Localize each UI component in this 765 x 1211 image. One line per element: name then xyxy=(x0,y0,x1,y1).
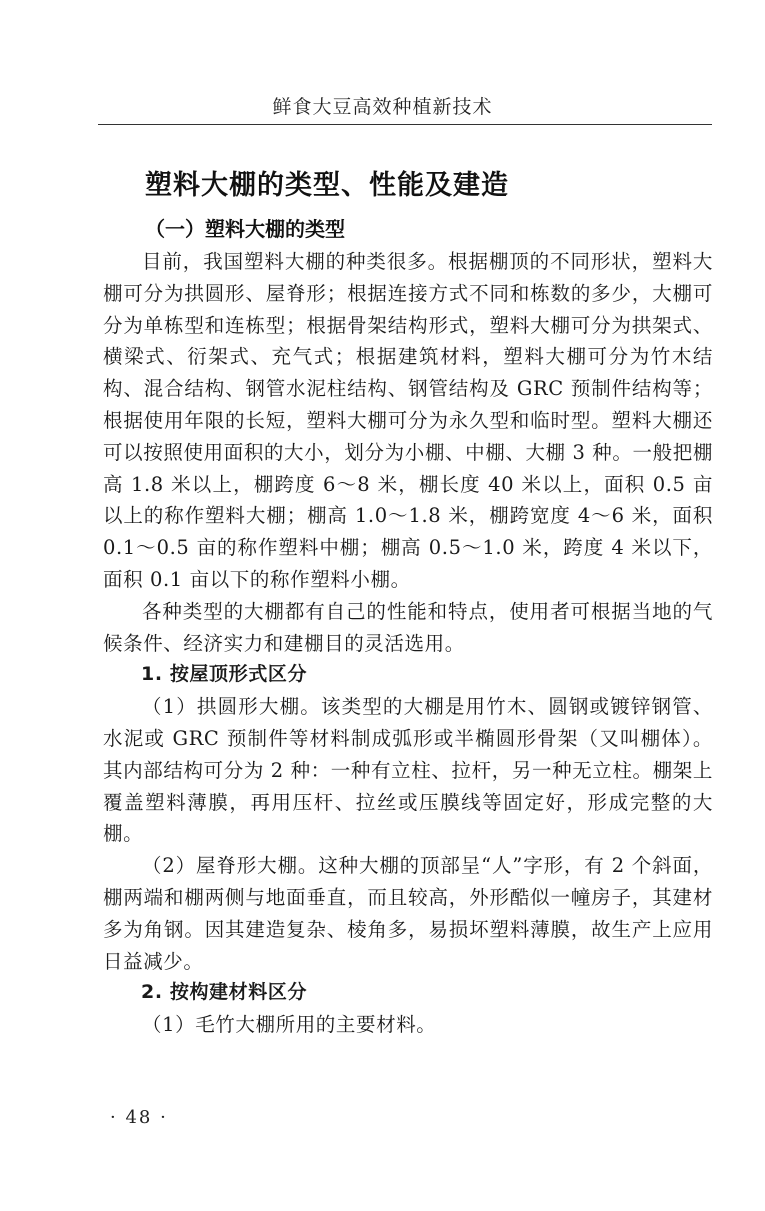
page-number: · 48 · xyxy=(110,1107,168,1128)
section-title: 塑料大棚的类型、性能及建造 xyxy=(145,170,509,201)
paragraph-bamboo-greenhouse: （1）毛竹大棚所用的主要材料。 xyxy=(142,1013,437,1037)
paragraph-greenhouse-types: 目前，我国塑料大棚的种类很多。根据棚顶的不同形状，塑料大棚可分为拱圆形、屋脊形；根据连接方式不同和栋数的多少，大棚可分为单栋型和连栋型；根据骨架结构形式，塑料大棚可分为拱架式、横梁式、衍架式、充气式；根据建筑材料，塑料大棚可分为竹木结构、混合结构、钢管水泥柱结构、钢管结构及 GRC 预制件结构等；根据使用年限的长短，塑料大棚可分为永久型和临时型。塑料大棚还可以按照使用面积的大小，划分为小棚、中棚、大棚 3 种。一般把棚高 1.8 米以上，棚跨度 6～8 米，棚长度 40 米以上，面积 0.5 亩以上的称作塑料大棚；棚高 1.0～1.8 米，棚跨宽度 4～6 米，面积 0.1～0.5 亩的称作塑料中棚；棚高 0.5～1.0 米，跨度 4 米以下，面积 0.1 亩以下的称作塑料小棚。 xyxy=(103,250,713,591)
paragraph-selection: 各种类型的大棚都有自己的性能和特点，使用者可根据当地的气候条件、经济实力和建棚目的灵活选用。 xyxy=(103,599,713,655)
header-rule xyxy=(98,124,712,125)
paragraph-ridge-greenhouse: （2）屋脊形大棚。这种大棚的顶部呈“人”字形，有 2 个斜面，棚两端和棚两侧与地面垂直，而且较高，外形酷似一幢房子，其建材多为角钢。因其建造复杂、棱角多，易损坏塑料薄膜，故生产上应用日益减少。 xyxy=(103,854,713,973)
running-head: 鲜食大豆高效种植新技术 xyxy=(272,96,493,118)
body-text xyxy=(103,246,713,1041)
heading-materials: 2. 按构建材料区分 xyxy=(141,981,308,1004)
paragraph-arch-greenhouse: （1）拱圆形大棚。该类型的大棚是用竹木、圆钢或镀锌钢管、水泥或 GRC 预制件等材料制成弧形或半椭圆形骨架（又叫棚体）。其内部结构可分为 2 种：一种有立柱、拉杆，另一种无立柱。棚架上覆盖塑料薄膜，再用压杆、拉丝或压膜线等固定好，形成完整的大棚。 xyxy=(103,695,713,846)
heading-roof-form: 1. 按屋顶形式区分 xyxy=(141,663,308,686)
subsection-title: （一）塑料大棚的类型 xyxy=(145,217,345,241)
